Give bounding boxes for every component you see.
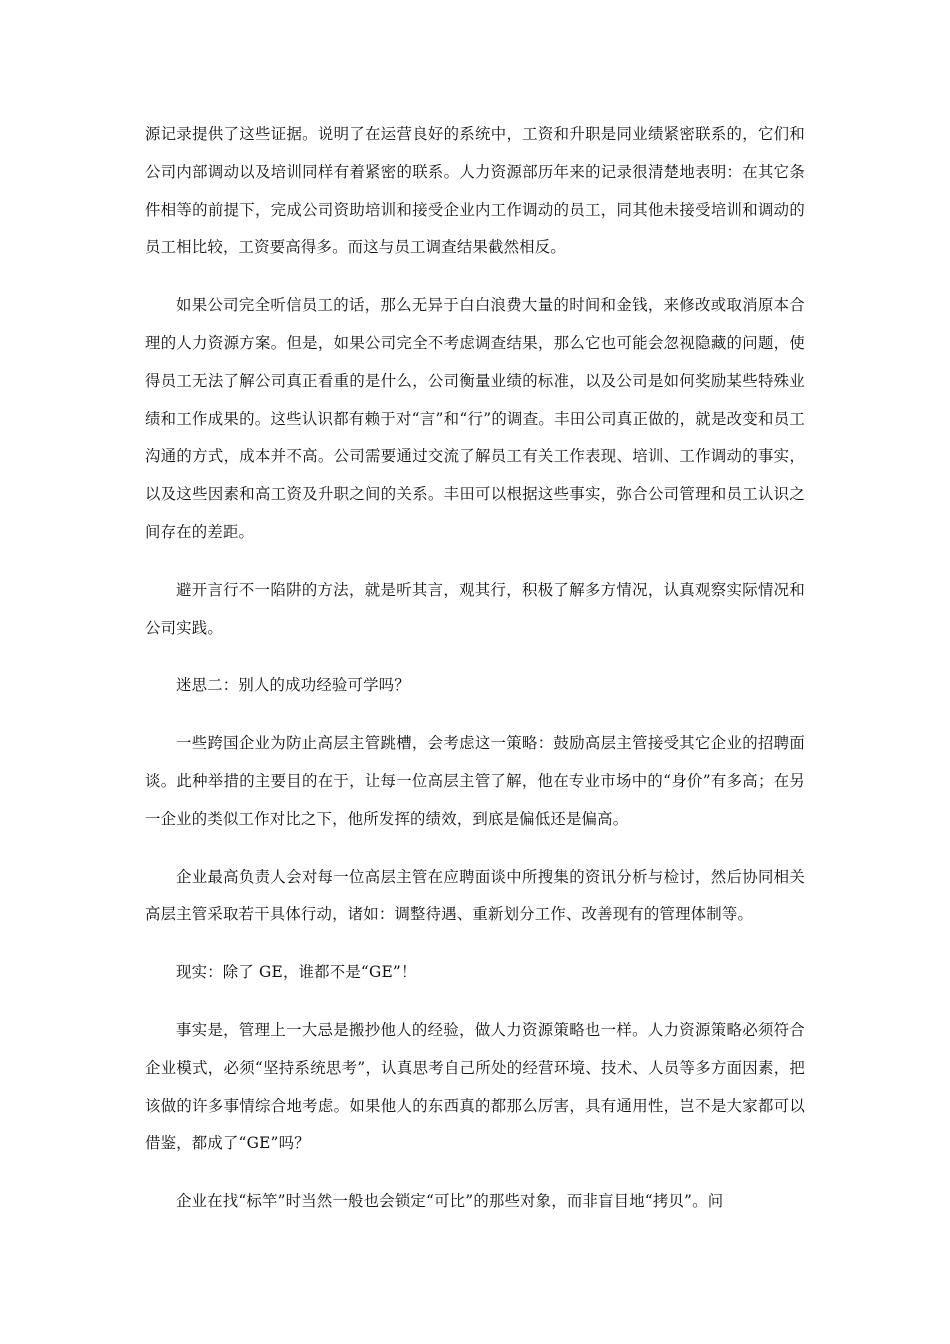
- paragraph-ceo-analysis: 企业最高负责人会对每一位高层主管在应聘面谈中所搜集的资讯分析与检讨，然后协同相关高层主管采取若干具体行动，诸如：调整待遇、重新划分工作、改善现有的管理体制等。: [145, 867, 805, 924]
- paragraph-executive-interviews: 一些跨国企业为防止高层主管跳槽，会考虑这一策略：鼓励高层主管接受其它企业的招聘面谈。此种举措的主要目的在于，让每一位高层主管了解，他在专业市场中的“身价”有多高；在另一企业的类似工作对比之下，他所发挥的绩效，到底是偏低还是偏高。: [145, 734, 805, 828]
- paragraph-benchmarking: 企业在找“标竿”时当然一般也会锁定“可比”的那些对象，而非盲目地“拷贝”。问: [176, 1192, 724, 1211]
- paragraph-employee-survey: 如果公司完全听信员工的话，那么无异于白白浪费大量的时间和金钱，来修改或取消原本合理的人力资源方案。但是，如果公司完全不考虑调查结果，那么它也可能会忽视隐藏的问题，使得员工无法了解公司真正看重的是什么，公司衡量业绩的标准，以及公司是如何奖励某些特殊业绩和工作成果的。这些认识都有赖于对“言”和“行”的调查。丰田公司真正做的，就是改变和员工沟通的方式，成本并不高。公司需要通过交流了解员工有关工作表现、培训、工作调动的事实，以及这些因素和高工资及升职之间的关系。丰田可以根据这些事实，弥合公司管理和员工认识之间存在的差距。: [145, 296, 805, 541]
- section-heading-myth-two: 迷思二：别人的成功经验可学吗？: [176, 676, 410, 695]
- paragraph-system-thinking: 事实是，管理上一大忌是搬抄他人的经验，做人力资源策略也一样。人力资源策略必须符合企业模式，必须“坚持系统思考”，认真思考自己所处的经营环境、技术、人员等多方面因素，把该做的许多事情综合地考虑。如果他人的东西真的都那么厉害，具有通用性，岂不是大家都可以借鉴，都成了“GE”吗？: [145, 1020, 805, 1153]
- document-body: [145, 116, 805, 1241]
- section-heading-reality: 现实：除了 GE，谁都不是“GE”！: [176, 963, 417, 982]
- paragraph-avoid-trap: 避开言行不一陷阱的方法，就是听其言，观其行，积极了解多方情况，认真观察实际情况和公司实践。: [145, 580, 805, 637]
- paragraph-hr-records-evidence: 源记录提供了这些证据。说明了在运营良好的系统中，工资和升职是同业绩紧密联系的，它们和公司内部调动以及培训同样有着紧密的联系。人力资源部历年来的记录很清楚地表明：在其它条件相等的前提下，完成公司资助培训和接受企业内工作调动的员工，同其他未接受培训和调动的员工相比较，工资要高得多。而这与员工调查结果截然相反。: [145, 125, 805, 257]
